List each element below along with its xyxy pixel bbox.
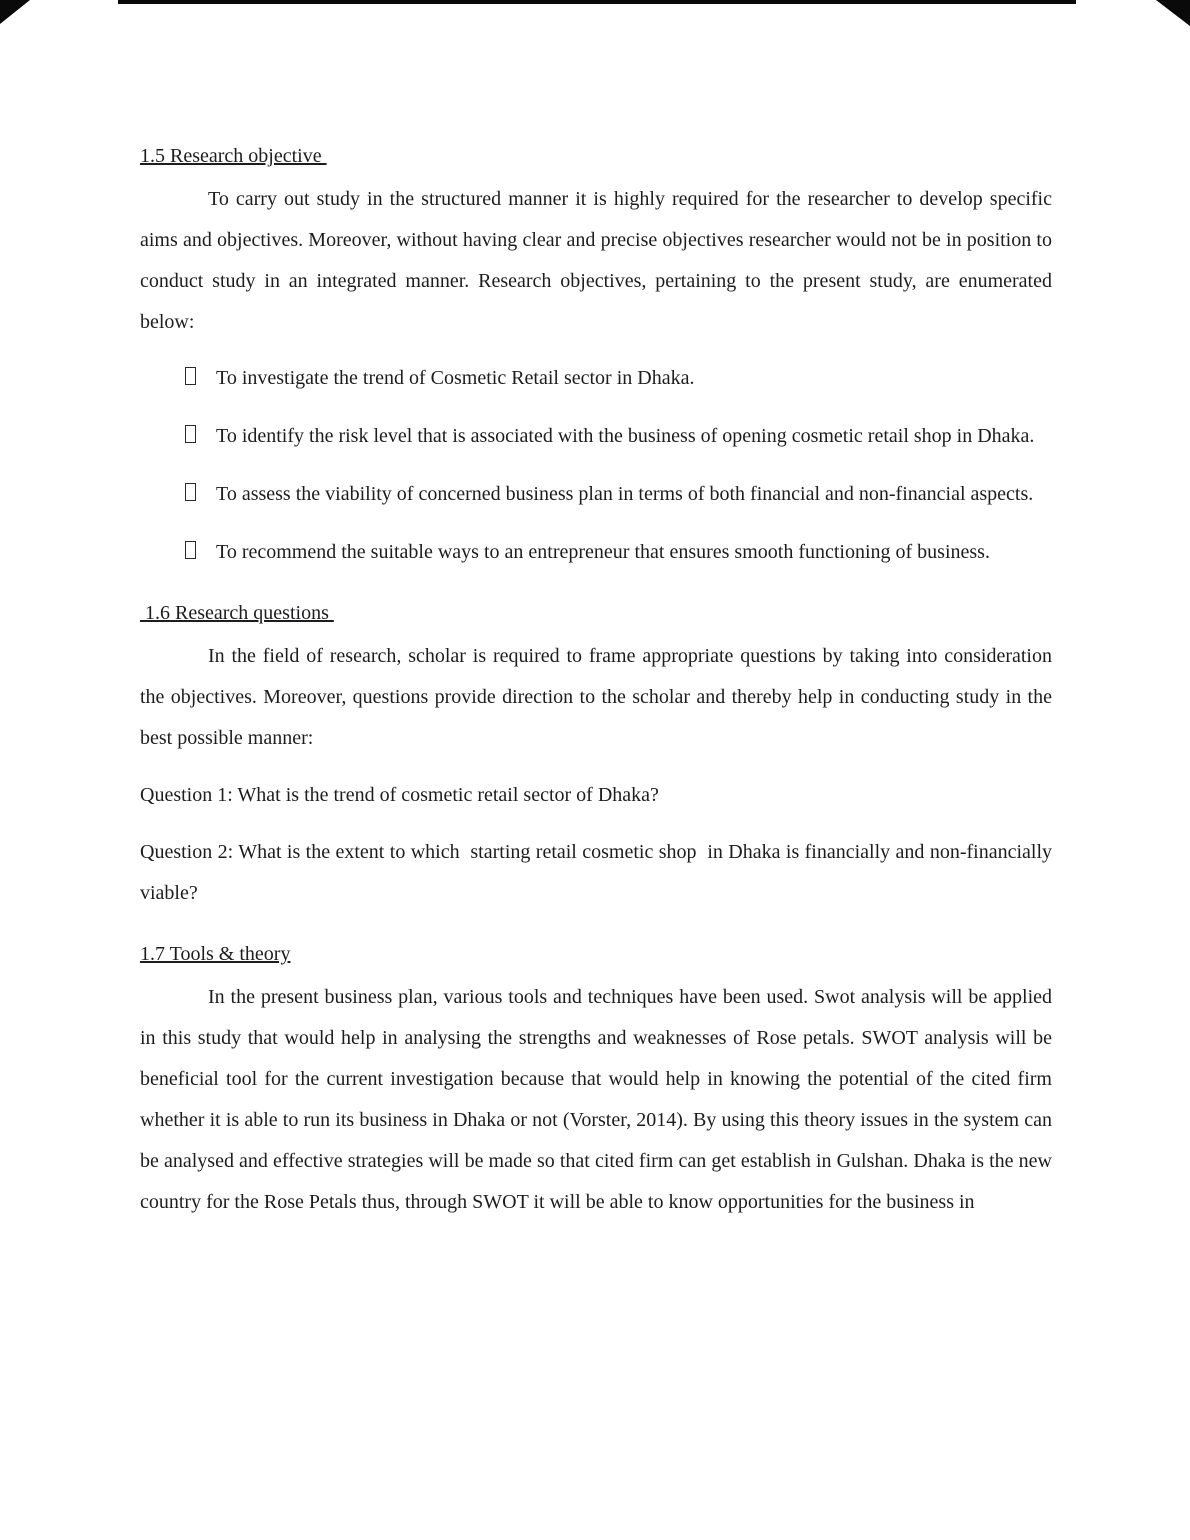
section-heading-1-7: 1.7 Tools & theory (140, 943, 291, 965)
list-item-text: To identify the risk level that is associated with the business of opening cosmetic retail shop in Dhaka. (216, 425, 1035, 447)
scan-artifact-corner-left (0, 0, 30, 24)
research-question-1: Question 1: What is the trend of cosmetic retail sector of Dhaka? (140, 784, 659, 806)
list-item-text: To assess the viability of concerned business plan in terms of both financial and non-financial aspects. (216, 483, 1034, 505)
page-content (140, 136, 1057, 1223)
objectives-bullet-list (140, 358, 1052, 573)
missing-glyph-bullet-icon (185, 483, 196, 501)
list-item (140, 358, 1052, 399)
missing-glyph-bullet-icon (185, 367, 196, 385)
section-1-5-paragraph: To carry out study in the structured manner it is highly required for the researcher to develop specific aims and objectives. Moreover, without having clear and precise objectives researcher would not be in position to conduct study in an integrated manner. Research objectives, pertaining to the present study, are enumerated below: (140, 188, 1052, 333)
scan-artifact-top-line (118, 0, 1076, 4)
list-item (140, 416, 1052, 457)
list-item-text: To investigate the trend of Cosmetic Retail sector in Dhaka. (216, 367, 695, 389)
section-heading-1-5: 1.5 Research objective (140, 145, 327, 167)
research-question-2: Question 2: What is the extent to which starting retail cosmetic shop in Dhaka is financially and non-financially viable? (140, 841, 1057, 904)
missing-glyph-bullet-icon (185, 541, 196, 559)
list-item-text: To recommend the suitable ways to an entrepreneur that ensures smooth functioning of business. (216, 541, 990, 563)
section-heading-1-6: 1.6 Research questions (140, 602, 334, 624)
section-1-6-paragraph: In the field of research, scholar is required to frame appropriate questions by taking into consideration the objectives. Moreover, questions provide direction to the scholar and thereby help in conducting study in the best possible manner: (140, 645, 1052, 749)
missing-glyph-bullet-icon (185, 425, 196, 443)
section-1-7-paragraph: In the present business plan, various tools and techniques have been used. Swot analysis will be applied in this study that would help in analysing the strengths and weaknesses of Rose petals. SWOT analysis will be beneficial tool for the current investigation because that would help in knowing the potential of the cited firm whether it is able to run its business in Dhaka or not (Vorster, 2014). By using this theory issues in the system can be analysed and effective strategies will be made so that cited firm can get establish in Gulshan. Dhaka is the new country for the Rose Petals thus, through SWOT it will be able to know opportunities for the business in (140, 986, 1052, 1213)
scan-artifact-corner-right (1156, 0, 1190, 26)
list-item (140, 474, 1052, 515)
list-item (140, 532, 1052, 573)
